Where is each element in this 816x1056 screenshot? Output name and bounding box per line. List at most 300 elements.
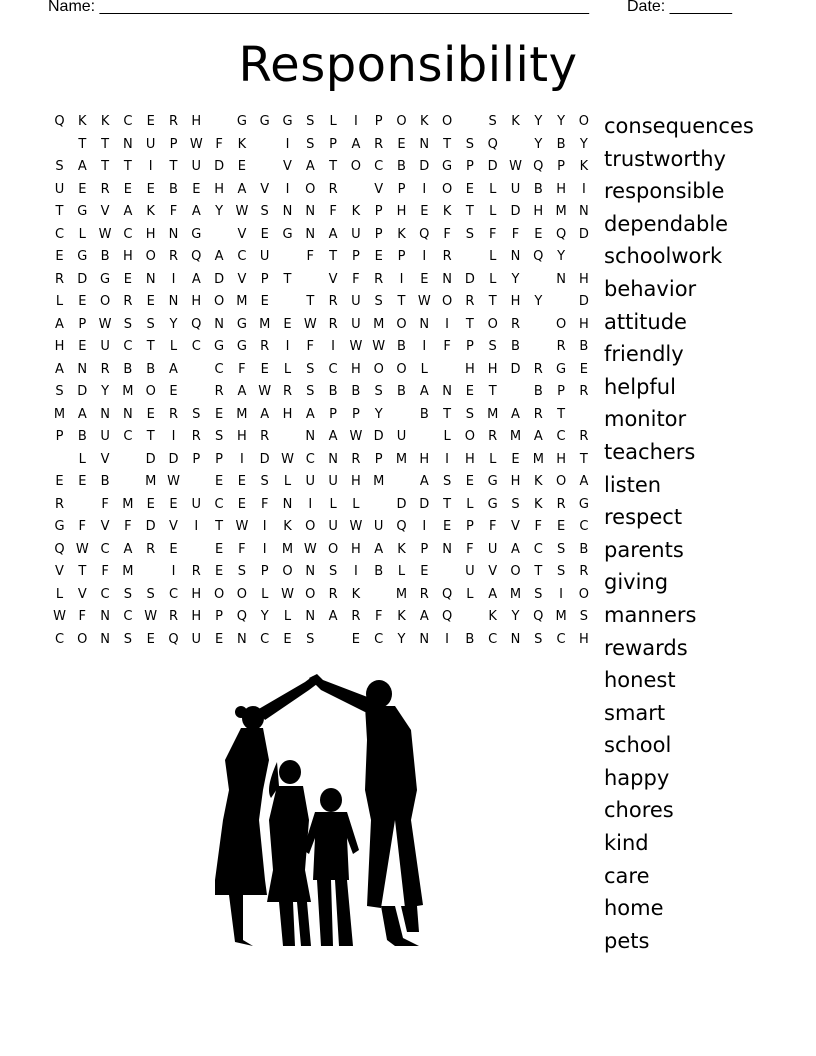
grid-letter: H bbox=[123, 249, 133, 264]
grid-letter: R bbox=[191, 429, 201, 444]
grid-letter: O bbox=[441, 114, 453, 129]
grid-letter: Y bbox=[557, 249, 566, 264]
grid-letter: R bbox=[282, 384, 293, 399]
grid-letter: B bbox=[533, 181, 543, 197]
grid-letter: V bbox=[283, 159, 292, 174]
grid-letter: E bbox=[214, 631, 224, 647]
grid-letter: K bbox=[351, 204, 361, 219]
grid-letter: F bbox=[511, 226, 520, 242]
grid-letter: A bbox=[214, 249, 224, 264]
grid-letter: B bbox=[511, 339, 520, 354]
word-list-item: helpful bbox=[604, 374, 676, 399]
grid-letter: E bbox=[78, 339, 87, 354]
grid-letter: H bbox=[533, 204, 544, 219]
grid-letter: F bbox=[238, 541, 246, 557]
grid-letter: N bbox=[100, 631, 110, 647]
grid-letter: I bbox=[331, 339, 336, 354]
word-list-item: honest bbox=[604, 668, 676, 693]
grid-letter: E bbox=[237, 159, 246, 174]
grid-letter: V bbox=[100, 451, 110, 467]
grid-letter: S bbox=[192, 406, 201, 422]
grid-letter: I bbox=[171, 429, 176, 444]
grid-letter: G bbox=[442, 159, 453, 174]
grid-letter: L bbox=[489, 249, 497, 264]
grid-letter: R bbox=[328, 294, 338, 309]
grid-letter: N bbox=[419, 316, 430, 332]
family-silhouette-icon bbox=[205, 670, 430, 955]
grid-letter: F bbox=[78, 609, 87, 624]
grid-letter: N bbox=[145, 271, 156, 287]
grid-letter: C bbox=[123, 609, 133, 624]
grid-letter: G bbox=[236, 339, 247, 354]
grid-letter: S bbox=[123, 586, 133, 602]
grid-letter: R bbox=[168, 609, 179, 624]
grid-letter: T bbox=[579, 451, 588, 467]
word-list-item: teachers bbox=[604, 439, 696, 464]
grid-letter: L bbox=[261, 586, 269, 602]
grid-letter: A bbox=[55, 316, 64, 332]
grid-letter: H bbox=[510, 294, 521, 309]
grid-letter: A bbox=[374, 541, 384, 557]
grid-letter: E bbox=[169, 496, 178, 512]
grid-letter: Q bbox=[396, 519, 407, 534]
grid-letter: D bbox=[259, 451, 270, 467]
grid-letter: E bbox=[214, 474, 224, 489]
grid-letter: M bbox=[509, 429, 522, 444]
grid-letter: M bbox=[122, 496, 134, 512]
grid-letter: P bbox=[557, 159, 566, 174]
grid-letter: I bbox=[285, 339, 290, 354]
grid-letter: N bbox=[442, 541, 452, 557]
grid-letter: O bbox=[99, 294, 111, 309]
grid-letter: Y bbox=[215, 204, 224, 219]
grid-letter: N bbox=[442, 271, 452, 287]
grid-letter: C bbox=[123, 339, 133, 354]
grid-letter: P bbox=[397, 249, 406, 264]
grid-letter: I bbox=[171, 271, 176, 287]
grid-letter: R bbox=[328, 181, 338, 197]
grid-letter: Q bbox=[191, 316, 202, 332]
grid-letter: F bbox=[101, 496, 109, 512]
grid-letter: Q bbox=[555, 226, 567, 242]
grid-letter: V bbox=[511, 519, 520, 534]
grid-letter: E bbox=[146, 294, 155, 309]
grid-letter: P bbox=[329, 136, 338, 152]
grid-letter: A bbox=[191, 271, 201, 287]
word-list-item: care bbox=[604, 863, 650, 888]
grid-letter: T bbox=[488, 294, 497, 309]
grid-letter: O bbox=[305, 181, 316, 197]
grid-letter: D bbox=[396, 496, 407, 512]
grid-letter: R bbox=[374, 136, 384, 152]
grid-letter: O bbox=[464, 429, 475, 444]
grid-letter: A bbox=[77, 406, 87, 422]
word-list-item: monitor bbox=[604, 407, 687, 432]
grid-letter: S bbox=[306, 114, 315, 129]
grid-letter: C bbox=[100, 586, 110, 602]
grid-letter: D bbox=[419, 159, 430, 174]
grid-letter: F bbox=[374, 609, 383, 624]
grid-letter: O bbox=[282, 564, 293, 579]
grid-letter: P bbox=[78, 316, 87, 332]
grid-letter: O bbox=[213, 586, 225, 602]
grid-letter: R bbox=[54, 496, 65, 512]
grid-letter: H bbox=[351, 474, 361, 489]
grid-letter: C bbox=[488, 631, 498, 647]
grid-letter: W bbox=[349, 429, 363, 444]
grid-letter: U bbox=[351, 316, 361, 332]
grid-letter: R bbox=[488, 429, 498, 444]
grid-letter: U bbox=[145, 136, 156, 152]
grid-letter: N bbox=[419, 136, 430, 152]
grid-letter: P bbox=[465, 339, 474, 354]
grid-letter: B bbox=[351, 384, 361, 399]
grid-letter: M bbox=[236, 406, 248, 422]
grid-letter: A bbox=[328, 429, 338, 444]
grid-letter: I bbox=[285, 181, 290, 197]
grid-letter: V bbox=[100, 204, 110, 219]
page-title: Responsibility bbox=[238, 37, 578, 93]
grid-letter: O bbox=[77, 631, 88, 647]
grid-letter: O bbox=[327, 541, 339, 557]
grid-letter: A bbox=[511, 541, 520, 557]
grid-letter: E bbox=[442, 519, 452, 534]
grid-letter: N bbox=[100, 406, 110, 422]
grid-letter: F bbox=[329, 204, 337, 219]
grid-letter: W bbox=[258, 384, 272, 399]
grid-letter: W bbox=[303, 316, 317, 332]
grid-letter: T bbox=[55, 204, 64, 219]
grid-letter: O bbox=[236, 586, 247, 602]
grid-letter: A bbox=[123, 204, 133, 219]
grid-letter: S bbox=[306, 384, 315, 399]
grid-letter: Y bbox=[169, 316, 178, 332]
grid-letter: L bbox=[78, 226, 86, 242]
grid-letter: R bbox=[533, 361, 543, 377]
grid-letter: B bbox=[579, 541, 589, 557]
grid-letter: R bbox=[465, 294, 475, 309]
grid-letter: F bbox=[306, 249, 315, 264]
grid-letter: K bbox=[511, 114, 520, 129]
grid-letter: E bbox=[146, 406, 155, 422]
grid-letter: L bbox=[443, 429, 451, 444]
date-field: Date: _______ bbox=[627, 0, 732, 15]
grid-letter: H bbox=[54, 339, 65, 354]
grid-letter: A bbox=[579, 474, 589, 489]
grid-letter: I bbox=[353, 564, 358, 579]
grid-letter: Q bbox=[54, 541, 65, 557]
grid-letter: F bbox=[238, 361, 246, 377]
grid-letter: N bbox=[419, 631, 430, 647]
grid-letter: T bbox=[283, 271, 292, 287]
word-list-item: responsible bbox=[604, 179, 725, 204]
grid-letter: B bbox=[397, 159, 406, 174]
word-list-item: dependable bbox=[604, 211, 729, 236]
grid-letter: R bbox=[123, 294, 133, 309]
grid-letter: T bbox=[78, 136, 87, 152]
grid-letter: B bbox=[146, 361, 156, 377]
grid-letter: P bbox=[374, 204, 383, 219]
grid-letter: R bbox=[442, 249, 452, 264]
grid-letter: R bbox=[54, 271, 65, 287]
grid-letter: C bbox=[533, 541, 543, 557]
grid-letter: G bbox=[282, 114, 293, 129]
grid-letter: D bbox=[578, 226, 589, 242]
grid-letter: Y bbox=[511, 271, 520, 287]
grid-letter: P bbox=[260, 564, 269, 579]
grid-letter: W bbox=[98, 316, 112, 332]
grid-letter: Y bbox=[260, 609, 269, 624]
grid-letter: B bbox=[100, 249, 110, 264]
grid-letter: B bbox=[397, 339, 406, 354]
grid-letter: Y bbox=[534, 114, 543, 129]
grid-letter: E bbox=[283, 316, 292, 332]
grid-letter: E bbox=[511, 451, 520, 467]
grid-letter: S bbox=[214, 429, 224, 444]
grid-letter: O bbox=[441, 294, 453, 309]
grid-letter: E bbox=[260, 294, 269, 309]
grid-letter: A bbox=[77, 159, 87, 174]
grid-letter: R bbox=[328, 586, 338, 602]
grid-letter: K bbox=[488, 609, 497, 624]
grid-letter: U bbox=[351, 226, 361, 242]
grid-letter: N bbox=[510, 249, 521, 264]
grid-letter: E bbox=[146, 181, 155, 197]
grid-letter: A bbox=[305, 406, 315, 422]
grid-letter: L bbox=[55, 586, 64, 602]
grid-letter: S bbox=[534, 631, 543, 647]
grid-letter: S bbox=[328, 564, 338, 579]
grid-letter: Q bbox=[533, 609, 544, 624]
grid-letter: I bbox=[262, 541, 267, 557]
grid-letter: G bbox=[54, 519, 65, 534]
grid-letter: N bbox=[305, 226, 316, 242]
grid-letter: V bbox=[260, 181, 270, 197]
grid-letter: H bbox=[145, 226, 156, 242]
grid-letter: P bbox=[192, 451, 201, 467]
grid-letter: K bbox=[397, 226, 406, 242]
grid-letter: C bbox=[374, 631, 384, 647]
grid-letter: E bbox=[237, 496, 246, 512]
grid-letter: W bbox=[281, 451, 294, 467]
grid-letter: F bbox=[466, 541, 474, 557]
grid-letter: E bbox=[214, 564, 224, 579]
grid-letter: S bbox=[237, 564, 247, 579]
grid-letter: E bbox=[420, 271, 429, 287]
grid-letter: S bbox=[374, 384, 383, 399]
grid-letter: G bbox=[214, 339, 225, 354]
grid-letter: K bbox=[283, 519, 292, 534]
grid-letter: Q bbox=[487, 136, 498, 152]
grid-letter: G bbox=[236, 316, 247, 332]
grid-letter: O bbox=[396, 114, 407, 129]
grid-letter: T bbox=[78, 564, 87, 579]
grid-letter: C bbox=[214, 361, 224, 377]
grid-letter: H bbox=[487, 361, 498, 377]
grid-letter: L bbox=[489, 181, 497, 197]
grid-letter: E bbox=[192, 181, 201, 197]
word-list-item: respect bbox=[604, 505, 683, 530]
grid-letter: H bbox=[419, 451, 430, 467]
grid-letter: D bbox=[510, 361, 521, 377]
word-list-item: rewards bbox=[604, 635, 688, 660]
grid-letter: M bbox=[373, 474, 385, 489]
grid-letter: R bbox=[168, 249, 179, 264]
grid-letter: P bbox=[374, 114, 383, 129]
grid-letter: D bbox=[214, 159, 225, 174]
grid-letter: E bbox=[169, 384, 178, 399]
grid-letter: R bbox=[191, 564, 201, 579]
grid-letter: W bbox=[509, 159, 522, 174]
grid-letter: E bbox=[146, 631, 155, 647]
grid-letter: T bbox=[465, 316, 474, 332]
grid-letter: T bbox=[488, 384, 497, 399]
grid-letter: E bbox=[283, 631, 292, 647]
grid-letter: T bbox=[397, 294, 406, 309]
grid-letter: P bbox=[215, 451, 224, 467]
grid-letter: N bbox=[328, 451, 338, 467]
grid-letter: M bbox=[555, 609, 567, 624]
grid-letter: Y bbox=[534, 294, 543, 309]
grid-letter: L bbox=[489, 271, 497, 287]
grid-letter: A bbox=[419, 384, 429, 399]
grid-letter: E bbox=[78, 474, 87, 489]
grid-letter: D bbox=[578, 294, 589, 309]
grid-letter: K bbox=[442, 204, 452, 219]
grid-letter: G bbox=[578, 496, 589, 512]
grid-letter: F bbox=[488, 226, 497, 242]
grid-letter: E bbox=[78, 294, 87, 309]
grid-letter: P bbox=[465, 159, 474, 174]
grid-letter: W bbox=[417, 294, 431, 309]
grid-letter: Y bbox=[534, 136, 543, 152]
grid-letter: F bbox=[443, 339, 451, 354]
grid-letter: U bbox=[328, 519, 338, 534]
grid-letter: N bbox=[214, 316, 224, 332]
grid-letter: C bbox=[328, 361, 338, 377]
grid-letter: M bbox=[281, 541, 294, 557]
grid-letter: Y bbox=[397, 631, 406, 647]
grid-letter: N bbox=[305, 429, 316, 444]
grid-letter: B bbox=[100, 474, 110, 489]
grid-letter: D bbox=[77, 384, 88, 399]
word-list-item: manners bbox=[604, 602, 697, 627]
grid-letter: L bbox=[420, 361, 428, 377]
grid-letter: L bbox=[283, 609, 292, 624]
grid-letter: K bbox=[100, 114, 110, 129]
grid-letter: I bbox=[262, 519, 267, 534]
grid-letter: O bbox=[487, 316, 498, 332]
grid-letter: S bbox=[146, 316, 155, 332]
grid-letter: F bbox=[260, 496, 269, 512]
grid-letter: S bbox=[534, 586, 543, 602]
grid-letter: C bbox=[123, 429, 133, 444]
word-list-item: friendly bbox=[604, 342, 684, 367]
grid-letter: I bbox=[308, 496, 313, 512]
grid-letter: Q bbox=[168, 631, 179, 647]
grid-letter: T bbox=[443, 406, 452, 422]
grid-letter: R bbox=[328, 316, 338, 332]
word-list-item: listen bbox=[604, 472, 662, 497]
grid-letter: C bbox=[123, 226, 133, 242]
grid-letter: A bbox=[328, 609, 338, 624]
grid-letter: P bbox=[55, 429, 64, 444]
grid-letter: E bbox=[146, 114, 155, 129]
grid-letter: D bbox=[168, 451, 179, 467]
grid-letter: V bbox=[237, 271, 247, 287]
grid-letter: R bbox=[579, 429, 589, 444]
word-list-item: parents bbox=[604, 537, 684, 562]
grid-letter: T bbox=[465, 204, 474, 219]
grid-letter: R bbox=[556, 339, 566, 354]
grid-letter: C bbox=[191, 339, 201, 354]
grid-letter: U bbox=[510, 181, 521, 197]
grid-letter: V bbox=[77, 586, 87, 602]
grid-letter: P bbox=[351, 406, 360, 422]
grid-letter: T bbox=[123, 159, 132, 174]
grid-letter: L bbox=[489, 451, 497, 467]
grid-letter: O bbox=[396, 361, 407, 377]
grid-letter: S bbox=[146, 586, 155, 602]
grid-letter: A bbox=[237, 181, 247, 197]
grid-letter: G bbox=[100, 271, 111, 287]
grid-letter: H bbox=[214, 181, 224, 197]
grid-letter: Q bbox=[54, 114, 65, 129]
grid-letter: H bbox=[556, 451, 566, 467]
grid-letter: R bbox=[533, 406, 543, 422]
word-list-item: kind bbox=[604, 831, 649, 856]
grid-letter: R bbox=[214, 384, 224, 399]
grid-letter: D bbox=[510, 204, 521, 219]
grid-letter: M bbox=[532, 451, 544, 467]
grid-letter: R bbox=[351, 609, 361, 624]
grid-letter: N bbox=[77, 361, 88, 377]
grid-letter: I bbox=[422, 519, 427, 534]
grid-letter: V bbox=[328, 271, 338, 287]
grid-letter: H bbox=[465, 451, 475, 467]
grid-letter: T bbox=[101, 159, 110, 174]
grid-letter: R bbox=[100, 361, 110, 377]
grid-letter: T bbox=[443, 136, 452, 152]
grid-letter: H bbox=[191, 609, 202, 624]
grid-letter: O bbox=[555, 316, 567, 332]
grid-letter: G bbox=[77, 249, 88, 264]
grid-letter: M bbox=[509, 586, 522, 602]
grid-letter: G bbox=[77, 204, 88, 219]
grid-letter: N bbox=[123, 136, 133, 152]
grid-letter: W bbox=[372, 339, 386, 354]
grid-letter: L bbox=[283, 474, 292, 489]
grid-letter: A bbox=[419, 474, 429, 489]
grid-letter: V bbox=[488, 564, 498, 579]
grid-letter: P bbox=[374, 451, 383, 467]
grid-letter: L bbox=[329, 114, 337, 129]
grid-letter: N bbox=[100, 609, 110, 624]
grid-letter: F bbox=[352, 271, 360, 287]
grid-letter: A bbox=[191, 204, 201, 219]
grid-letter: O bbox=[145, 249, 156, 264]
grid-letter: T bbox=[306, 294, 315, 309]
grid-letter: V bbox=[55, 564, 64, 579]
grid-letter: W bbox=[98, 226, 112, 242]
grid-letter: P bbox=[351, 249, 360, 264]
grid-letter: Y bbox=[579, 136, 588, 152]
grid-letter: E bbox=[420, 564, 429, 579]
grid-letter: N bbox=[442, 384, 452, 399]
word-list-item: trustworthy bbox=[604, 146, 726, 171]
grid-letter: N bbox=[305, 564, 316, 579]
grid-letter: T bbox=[101, 136, 110, 152]
